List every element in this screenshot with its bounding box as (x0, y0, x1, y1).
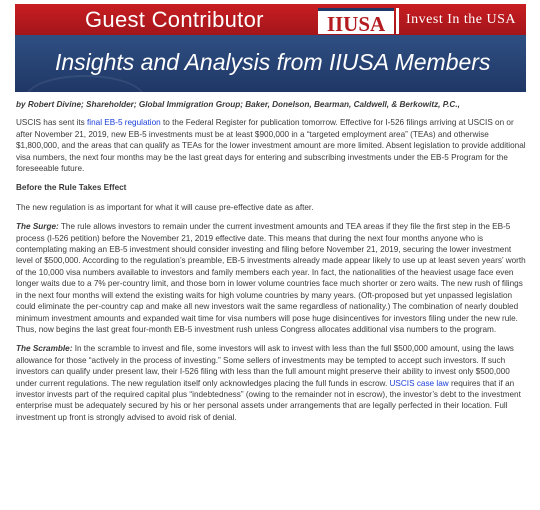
iiusa-logo[interactable] (318, 7, 526, 35)
final-regulation-link[interactable]: final EB-5 regulation (87, 118, 161, 128)
surge-text: The rule allows investors to remain under the current investment amounts and TEA areas if they file the first step in the EB-5 process (I-526 petition) before the November 21, 2019 effective date. This means that during the next four months anyone who is contemplating making an EB-5 investment should consider investing and filing before November 21, 2019, securing the lower investment level of $500,000. According to the regulation’s preamble, EB-5 investments already made appear likely to use up at least seven years’ worth of the 10,000 visa numbers available to investors and family members each year. In fact, the nationalities of the heaviest usage face even longer waits due to a 7% per-country limit, and those born in lower volume countries face much shorter or zero waits. The new rush of filings in the next four months will extend the existing waits for high volume countries by many years. (Oft-proposed but yet unpassed legislation could eliminate the per-country cap and make all new investors wait the same regardless of nationality.) The combination of nearly doubled minimum investment amounts and expanded wait time for visa numbers will pose huge disincentives for investors filing under the new rule. Thus, now begins the last great four-month EB-5 investment rush unless Congress allocates additional visa numbers to the program. (16, 222, 526, 334)
banner-subtitle: Insights and Analysis from IIUSA Members (55, 49, 491, 75)
intro-paragraph (16, 117, 528, 174)
scramble-paragraph (16, 343, 528, 423)
scramble-text-a: In the scramble to invest and file, some investors will ask to invest with less than the full $500,000 amount, using the laws allowance for those “actively in the process of investing.” Some sellers of investments may be tempted to accept such investors. If such investors can qualify under present law, their I-526 filing with less than the full amount might preserve their ability to invest only $500,000 under current regulations. The new regulation itself only acknowledges placing the full funds in escrow. (16, 344, 514, 388)
scramble-lead: The Scramble: (16, 344, 73, 354)
logo-divider (396, 8, 399, 34)
intro-text-a: USCIS has sent its (16, 118, 87, 128)
iiusa-logo-tagline: Invest In the USA (406, 12, 516, 27)
section-heading: Before the Rule Takes Effect (16, 183, 127, 193)
scramble-text-b: requires that if an investor invests part of the required capital plus “indebtedness” (owing to the remainder not in escrow), the investor’s debt to the investment enterprise must be adequately secured by his or her personal assets under arrangements that are legally perfected in their location. Full investment up front is strongly advised to avoid risk of denial. (16, 378, 521, 422)
surge-lead: The Surge: (16, 222, 59, 232)
guest-contributor-banner (15, 4, 526, 92)
article-body (16, 99, 528, 431)
iiusa-logo-text: IIUSA (318, 8, 394, 34)
article-byline: by Robert Divine; Shareholder; Global Immigration Group; Baker, Donelson, Bearman, Caldwell, & Berkowitz, P.C., (16, 100, 460, 109)
uscis-case-law-link[interactable]: USCIS case law (389, 378, 449, 388)
banner-title: Guest Contributor (85, 7, 264, 32)
surge-paragraph (16, 221, 528, 335)
intro-text-b: to the Federal Register for publication tomorrow. Effective for I-526 filings arriving at USCIS on or after November 21, 2019, new EB-5 investments must be at least $900,000 in a “targeted employment area” (TEAs) and otherwise $1,800,000, and the areas that can qualify as TEAs for the lower investment amount are more limited. Absent legislation to provide additional visa numbers, the next four months may be the last great days for entering and subscribing investments under the EB-5 Program for the foreseeable future. (16, 118, 526, 174)
importance-paragraph: The new regulation is as important for what it will cause pre-effective date as after. (16, 202, 314, 212)
